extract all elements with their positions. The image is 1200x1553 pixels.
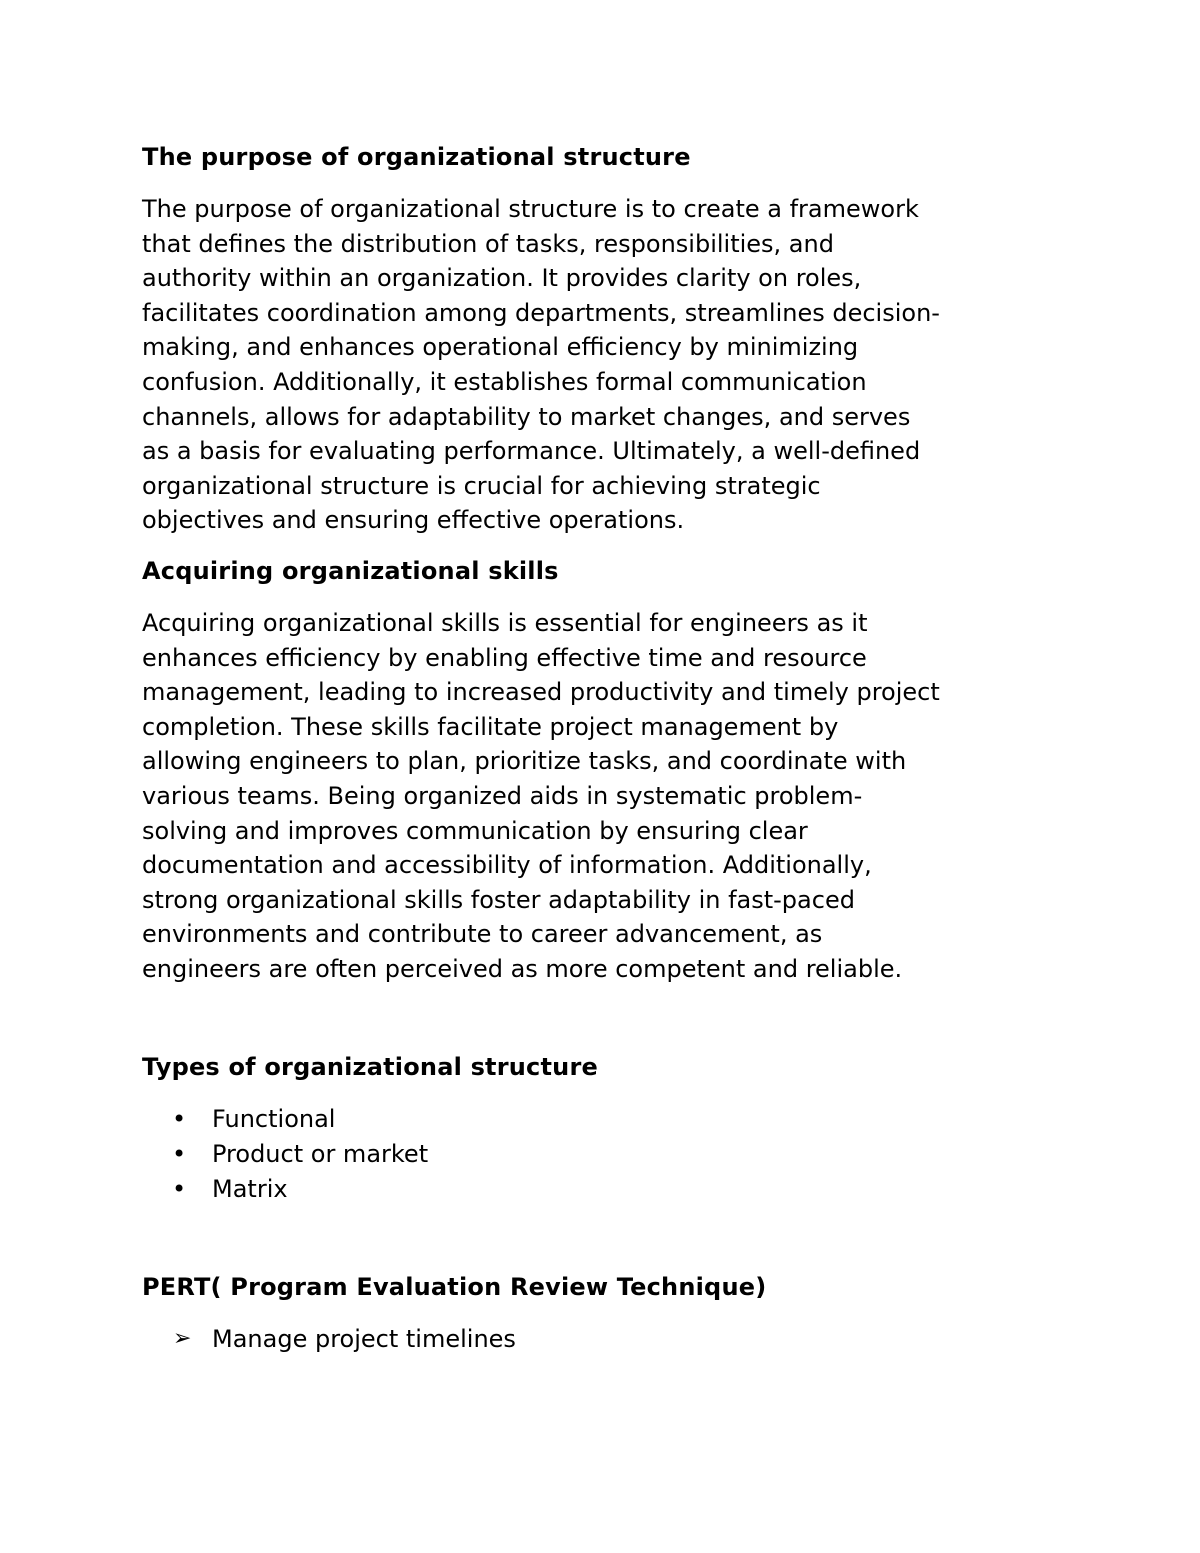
section-heading-types: Types of organizational structure [142, 1053, 598, 1082]
bullet-dot-icon: • [172, 1105, 187, 1134]
list-item-text: Manage project timelines [212, 1325, 516, 1354]
bullet-dot-icon: • [172, 1174, 187, 1203]
arrow-bullet-icon: ➢ [173, 1326, 192, 1352]
section-paragraph-skills: Acquiring organizational skills is essential for engineers as it enhances efficiency by enabling effective time and resource management, leading to increased productivity and timely project completion. These skills facilitate project management by allowing engineers to plan, prioritize tasks, and coordinate with various teams. Being organized aids in systematic problem- solving and improves communication by ensuring clear documentation and accessibility of information. Additionally, strong organizational skills foster adaptability in fast-paced environments and contribute to career advancement, as engineers are often perceived as more competent and reliable. [142, 608, 940, 983]
list-item [142, 1137, 1072, 1172]
list-item [142, 1102, 1072, 1137]
list-item [142, 1172, 1072, 1207]
section-paragraph-purpose: The purpose of organizational structure is to create a framework that defines the distribution of tasks, responsibilities, and authority within an organization. It provides clarity on roles, facilitates coordination among departments, streamlines decision- making, and enhances operational efficiency by minimizing confusion. Additionally, it establishes formal communication channels, allows for adaptability to market changes, and serves as a basis for evaluating performance. Ultimately, a well-defined organizational structure is crucial for achieving strategic objectives and ensuring effective operations. [142, 195, 940, 535]
list-item-text: Matrix [212, 1174, 288, 1203]
list-item-text: Functional [212, 1105, 336, 1134]
list-item-text: Product or market [212, 1140, 429, 1169]
list-item [142, 1322, 1072, 1357]
section-heading-purpose: The purpose of organizational structure [142, 143, 691, 171]
section-heading-skills: Acquiring organizational skills [142, 556, 559, 585]
document-body [142, 138, 1072, 1357]
section-heading-pert: PERT( Program Evaluation Review Technique) [142, 1273, 767, 1302]
types-bullet-list [142, 1102, 1072, 1206]
bullet-dot-icon: • [172, 1140, 187, 1169]
pert-arrow-list [142, 1322, 1072, 1357]
